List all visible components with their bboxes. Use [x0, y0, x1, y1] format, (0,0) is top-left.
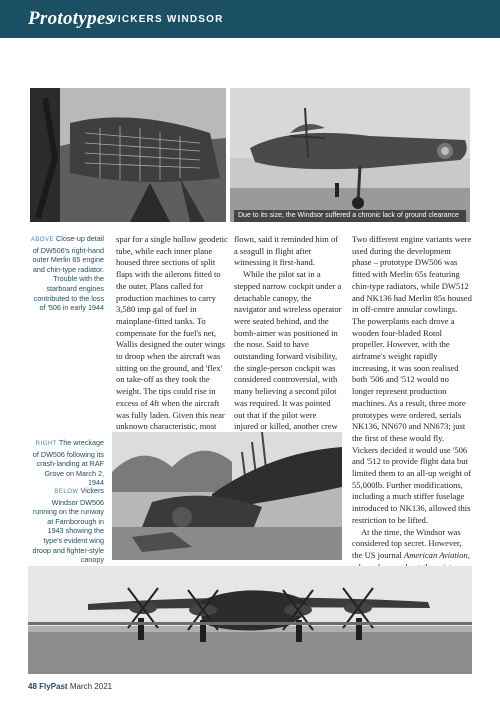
photo-engine-closeup [30, 88, 226, 222]
paragraph: flown, said it reminded him of a seagull in flight after witnessing it first-hand. [234, 234, 338, 268]
paragraph: spar for a single hollow geodetic tube, while each inner plane housed three sections of split flaps with the ailerons fitted to the outer. Plans called for production machines to carry 3,580 imp gal of fuel in mainplane-fitted tanks. To compensate for the fuel's net, Wallis designed the outer wings to droop when the aircraft was sitting on the ground, and 'flex' on take-off as they took the weight. The tips could rise in excess of 4ft when the aircraft was fully laden. Given this near unknown characteristic, most [116, 234, 228, 432]
paragraph: While the pilot sat in a stepped narrow cockpit under a detachable canopy, the navigator and wireless operator were seated behind, and the bomb-aimer was positioned in the nose. Said to have outstanding forward visibility, the single-person cockpit was considered controversial, with many believing a second pilot was required. It was pointed out that if the pilot were injured or killed, another crew [234, 269, 342, 432]
photo-overlay-caption: Due to its size, the Windsor suffered a chronic lack of ground clearance [234, 210, 466, 222]
issue-date: March 2021 [69, 682, 113, 691]
photo-runway [28, 566, 472, 674]
page-footer [28, 682, 112, 691]
magazine-name: FlyPast [39, 682, 68, 691]
section-title: Prototypes [28, 8, 114, 29]
caption-tag: RIGHT [35, 441, 57, 447]
caption-right [30, 438, 104, 488]
caption-above [30, 234, 104, 313]
photo-windsor-ground [230, 88, 470, 222]
caption-tag: BELOW [54, 489, 79, 495]
caption-text: The wreckage of DW506 following its crash-landing at RAF Grove on March 2, 1944 [32, 438, 104, 488]
page-header [0, 0, 500, 38]
article-topic: VICKERS WINDSOR [110, 14, 224, 25]
caption-text: Close-up detail of DW506's right-hand outer Merlin 65 engine and chin-type radiator. Trouble with the starboard engines contributed to the loss of '506 in early 1944 [32, 234, 104, 313]
caption-below [30, 486, 104, 565]
publication-title: American Aviation [404, 549, 468, 560]
text-run: At the time, the Windsor was considered top secret. However, the US journal [352, 526, 462, 560]
page-number: 48 [28, 682, 37, 691]
photo-wreckage [112, 432, 342, 560]
text-run: , [467, 549, 470, 560]
caption-text: Vickers Windsor DW506 running on the runway at Farnborough in 1943 showing the type's evident wing droop and fighter-style canopy [32, 486, 104, 565]
paragraph: Two different engine variants were used during the development phase – prototype DW506 was fitted with Merlin 65s featuring chin-type radiators, while DW512 and NK136 had Merlin 85s housed in off-centre annular cowlings. The powerplants each drove a wooden four-bladed Rotol propeller. However, with the airframe's weight rapidly increasing, it was soon realised both '506 and '512 would no longer represent production machines. As a result, three more prototypes were ordered, serials NK136, NN670 and NN673; just the first of these would fly. Vickers decided it would use '506 and '512 to provide flight data but limited them to an all-up weight of 55,000lb. Further modifications, including a much stiffer fuselage introduced to NK136, allowed this restriction to be lifted. [352, 234, 472, 525]
caption-tag: ABOVE [30, 237, 55, 243]
